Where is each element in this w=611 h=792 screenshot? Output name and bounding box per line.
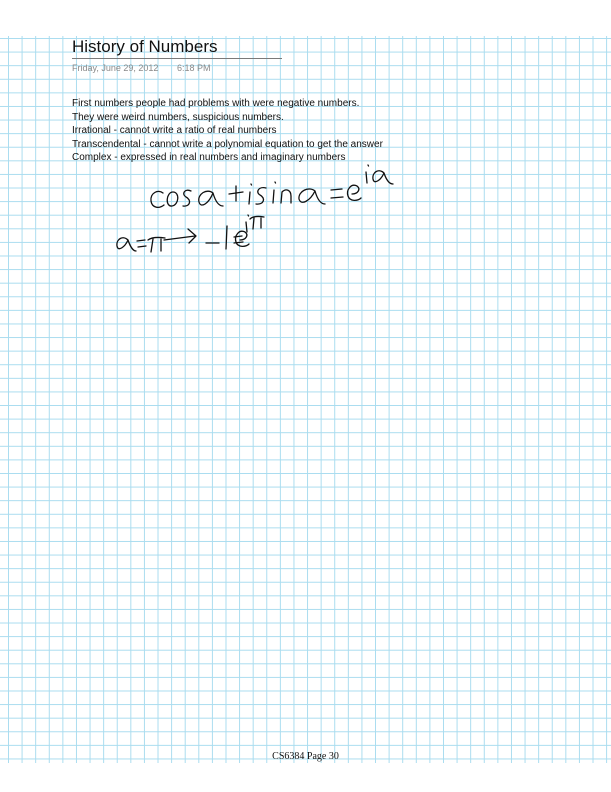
note-line[interactable]: Transcendental - cannot write a polynomial equation to get the answer — [72, 138, 383, 150]
notes-text-block[interactable] — [72, 97, 383, 165]
note-line[interactable]: They were weird numbers, suspicious numbers. — [72, 111, 284, 123]
note-line[interactable]: Irrational - cannot write a ratio of real numbers — [72, 125, 277, 137]
page-time: 6:18 PM — [177, 63, 211, 73]
note-line[interactable]: First numbers people had problems with were negative numbers. — [72, 98, 360, 109]
page-footer: CS6384 Page 30 — [272, 751, 339, 762]
page-date: Friday, June 29, 2012 — [72, 63, 159, 73]
title-underline — [72, 58, 282, 59]
note-line[interactable]: Complex - expressed in real numbers and imaginary numbers — [72, 152, 346, 164]
page-title[interactable]: History of Numbers — [72, 37, 218, 56]
